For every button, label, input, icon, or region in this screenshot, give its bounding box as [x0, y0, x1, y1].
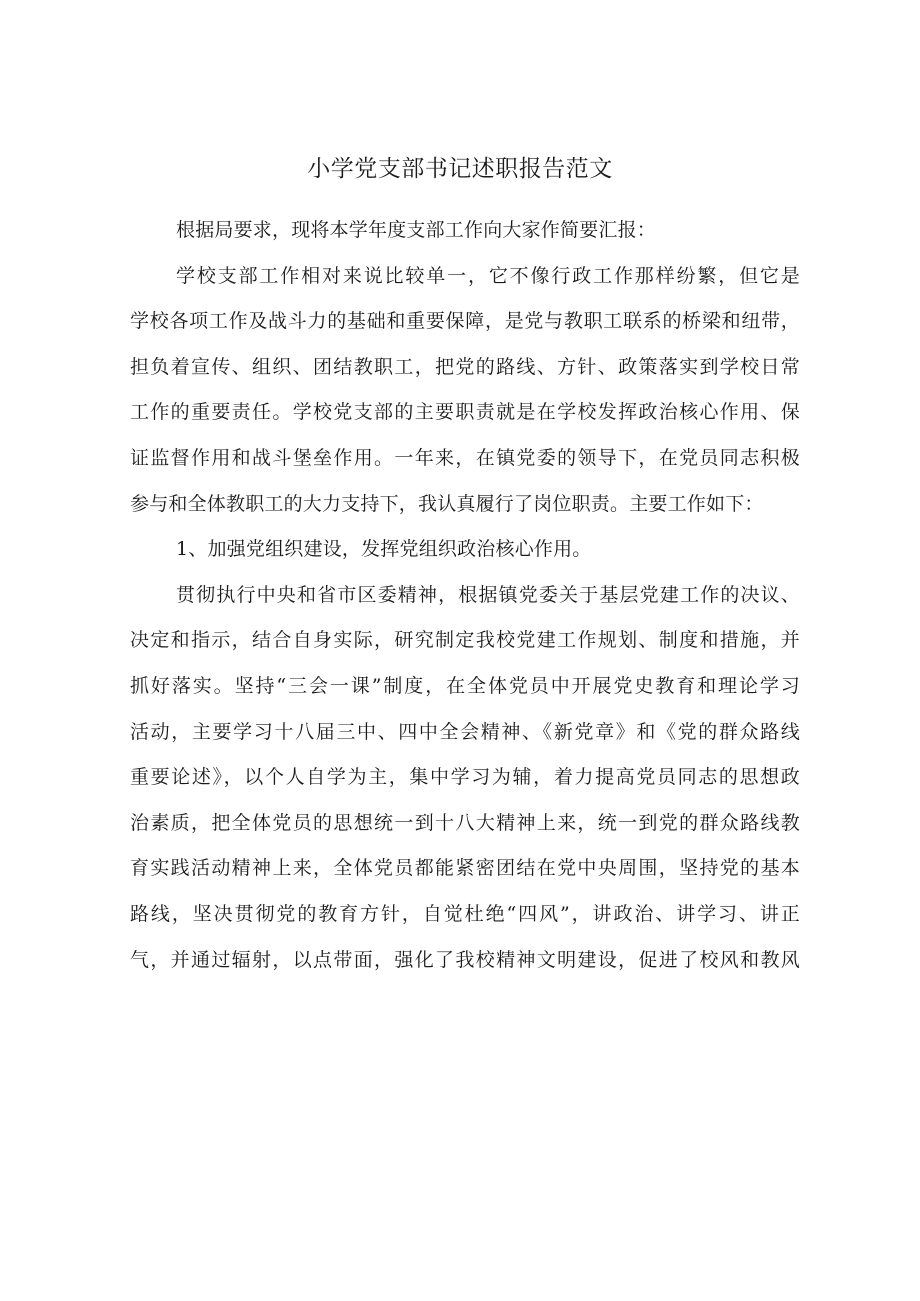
text-line: 治素质，把全体党员的思想统一到十八大精神上来，统一到党的群众路线教 [130, 811, 800, 834]
text-line: 气，并通过辐射，以点带面，强化了我校精神文明建设，促进了校风和教风 [130, 948, 800, 971]
text-line: 路线，坚决贯彻党的教育方针，自觉杜绝“四风”，讲政治、讲学习、讲正 [130, 902, 800, 925]
text-line: 参与和全体教职工的大力支持下，我认真履行了岗位职责。主要工作如下： [130, 492, 764, 515]
text-line: 抓好落实。坚持“三会一课”制度，在全体党员中开展党史教育和理论学习 [130, 674, 800, 697]
text-line: 1、加强党组织建设，发挥党组织政治核心作用。 [176, 538, 592, 561]
text-line: 学校支部工作相对来说比较单一，它不像行政工作那样纷繁，但它是 [176, 264, 800, 287]
text-line: 担负着宣传、组织、团结教职工，把党的路线、方针、政策落实到学校日常 [130, 355, 800, 378]
text-line: 育实践活动精神上来，全体党员都能紧密团结在党中央周围，坚持党的基本 [130, 857, 800, 880]
text-line: 决定和指示，结合自身实际，研究制定我校党建工作规划、制度和措施，并 [130, 629, 800, 652]
text-line: 根据局要求，现将本学年度支部工作向大家作简要汇报： [176, 219, 657, 241]
text-line: 学校各项工作及战斗力的基础和重要保障，是党与教职工联系的桥梁和纽带， [130, 310, 800, 333]
text-line: 重要论述》，以个人自学为主，集中学习为辅，着力提高党员同志的思想政 [130, 766, 800, 789]
text-line: 贯彻执行中央和省市区委精神，根据镇党委关于基层党建工作的决议、 [176, 583, 800, 606]
text-line: 工作的重要责任。学校党支部的主要职责就是在学校发挥政治核心作用、保 [130, 401, 800, 424]
text-line: 活动，主要学习十八届三中、四中全会精神、《新党章》和《党的群众路线 [130, 720, 800, 743]
document-body [130, 208, 800, 983]
document-title: 小学党支部书记述职报告范文 [307, 156, 613, 182]
text-line: 证监督作用和战斗堡垒作用。一年来，在镇党委的领导下，在党员同志积极 [130, 446, 800, 469]
